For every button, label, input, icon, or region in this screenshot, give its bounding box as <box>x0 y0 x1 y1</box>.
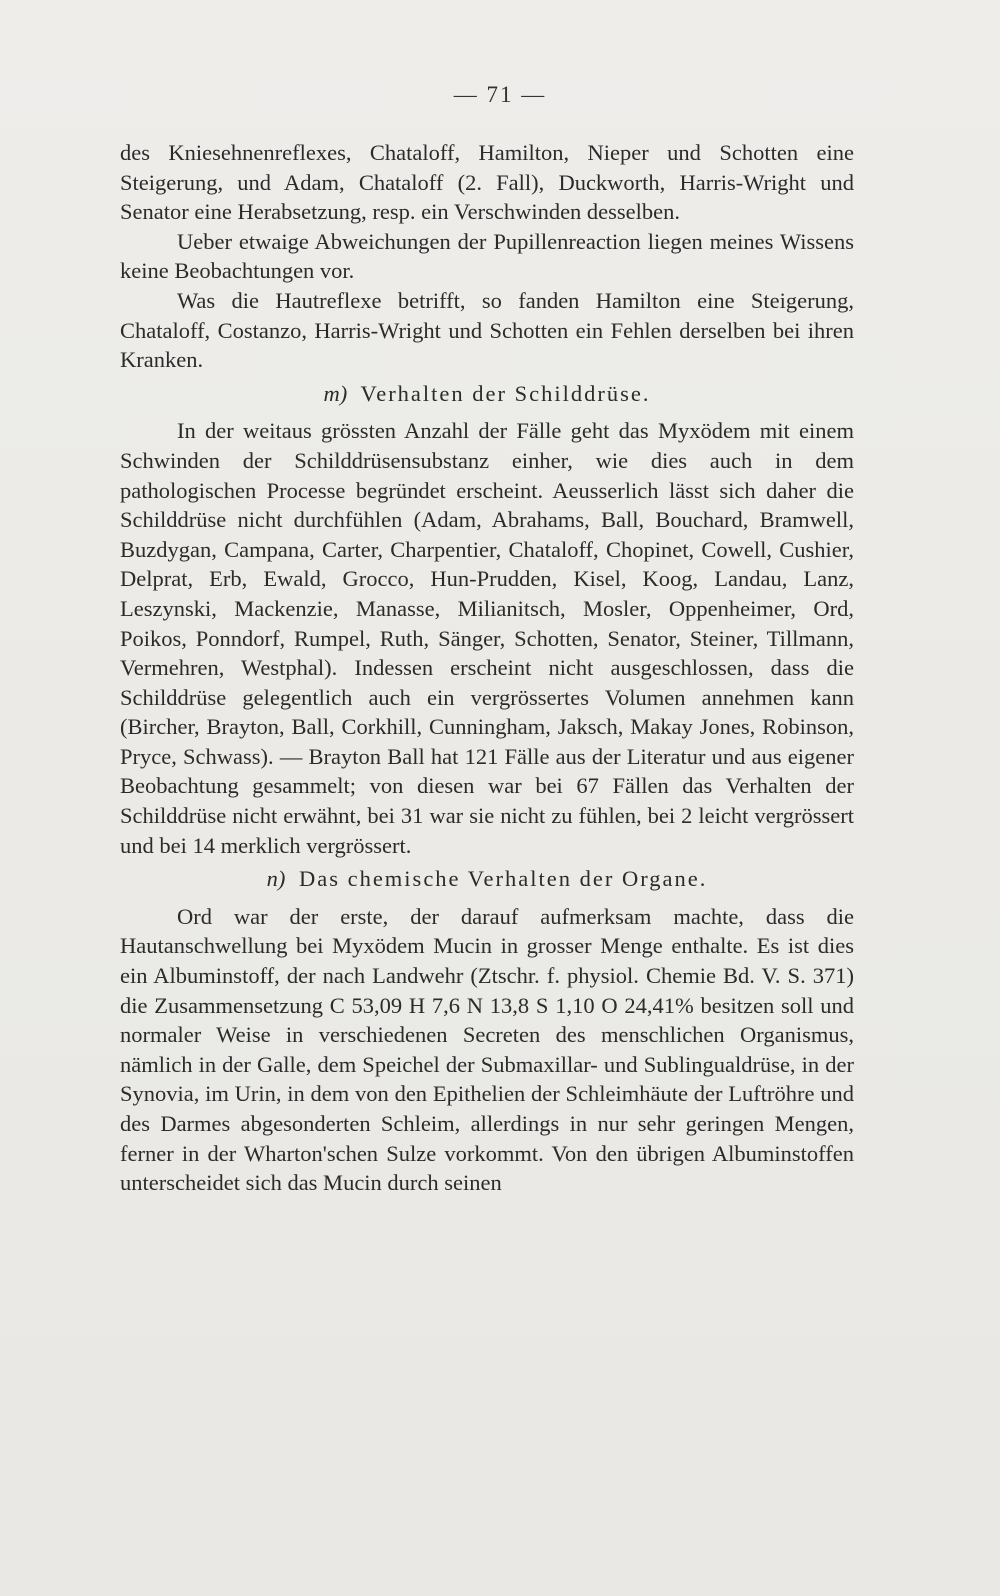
section-title-thyroid: Verhalten der Schilddrüse. <box>360 380 651 406</box>
section-heading-thyroid <box>120 379 854 409</box>
paragraph-pupil-reaction: Ueber etwaige Abweichungen der Pupillenreaction liegen meines Wissens keine Beobachtungen vor. <box>120 228 854 284</box>
body-text <box>120 138 854 1198</box>
section-title-chemistry: Das chemische Verhalten der Organe. <box>298 866 708 892</box>
section-marker-n: n) <box>266 866 286 892</box>
paragraph-reflexes-continued: des Kniesehnenreflexes, Chataloff, Hamilton, Nieper und Schotten eine Steigerung, und Adam, Chataloff (2. Fall), Duckworth, Harris-Wright und Senator eine Herabsetzung, resp. ein Verschwinden desselben. <box>120 140 854 225</box>
section-marker-m: m) <box>323 380 348 406</box>
page-number: — 71 — <box>453 82 547 107</box>
section-heading-chemistry <box>120 864 854 894</box>
paragraph-skin-reflexes: Was die Hautreflexe betrifft, so fanden Hamilton eine Steigerung, Chataloff, Costanzo, Harris-Wright und Schotten ein Fehlen derselben bei ihren Kranken. <box>120 287 854 373</box>
paragraph-thyroid: In der weitaus grössten Anzahl der Fälle geht das Myxödem mit einem Schwinden der Schilddrüsensubstanz einher, wie dies auch in dem pathologischen Processe begründet erscheint. Aeusserlich lässt sich daher die Schilddrüse nicht durchfühlen (Adam, Abrahams, Ball, Bouchard, Bramwell, Buzdygan, Campana, Carter, Charpentier, Chataloff, Chopinet, Cowell, Cushier, Delprat, Erb, Ewald, Grocco, Hun-Prudden, Kisel, Koog, Landau, Lanz, Leszynski, Mackenzie, Manasse, Milianitsch, Mosler, Oppenheimer, Ord, Poikos, Ponndorf, Rumpel, Ruth, Sänger, Schotten, Senator, Steiner, Tillmann, Vermehren, Westphal). Indessen erscheint nicht ausgeschlossen, dass die Schilddrüse gelegentlich auch ein vergrössertes Volumen annehmen kann (Bircher, Brayton, Ball, Corkhill, Cunningham, Jaksch, Makay Jones, Robinson, Pryce, Schwass). — Brayton Ball hat 121 Fälle aus der Literatur und aus eigener Beobachtung gesammelt; von diesen war bei 67 Fällen das Verhalten der Schilddrüse nicht erwähnt, bei 31 war sie nicht zu fühlen, bei 2 leicht vergrössert und bei 14 merklich vergrössert. <box>120 418 854 858</box>
paragraph-mucin: Ord war der erste, der darauf aufmerksam machte, dass die Hautanschwellung bei Myxödem Mucin in grosser Menge enthalte. Es ist dies ein Albuminstoff, der nach Landwehr (Ztschr. f. physiol. Chemie Bd. V. S. 371) die Zusammensetzung C 53,09 H 7,6 N 13,8 S 1,10 O 24,41% besitzen soll und normaler Weise in verschiedenen Secreten des menschlichen Organismus, nämlich in der Galle, dem Speichel der Submaxillar- und Sublingualdrüse, in der Synovia, im Urin, in dem von den Epithelien der Schleimhäute der Luftröhre und des Darmes abgesonderten Schleim, allerdings in nur sehr geringen Mengen, ferner in der Wharton'schen Sulze vorkommt. Von den übrigen Albuminstoffen unterscheidet sich das Mucin durch seinen <box>120 903 854 1196</box>
